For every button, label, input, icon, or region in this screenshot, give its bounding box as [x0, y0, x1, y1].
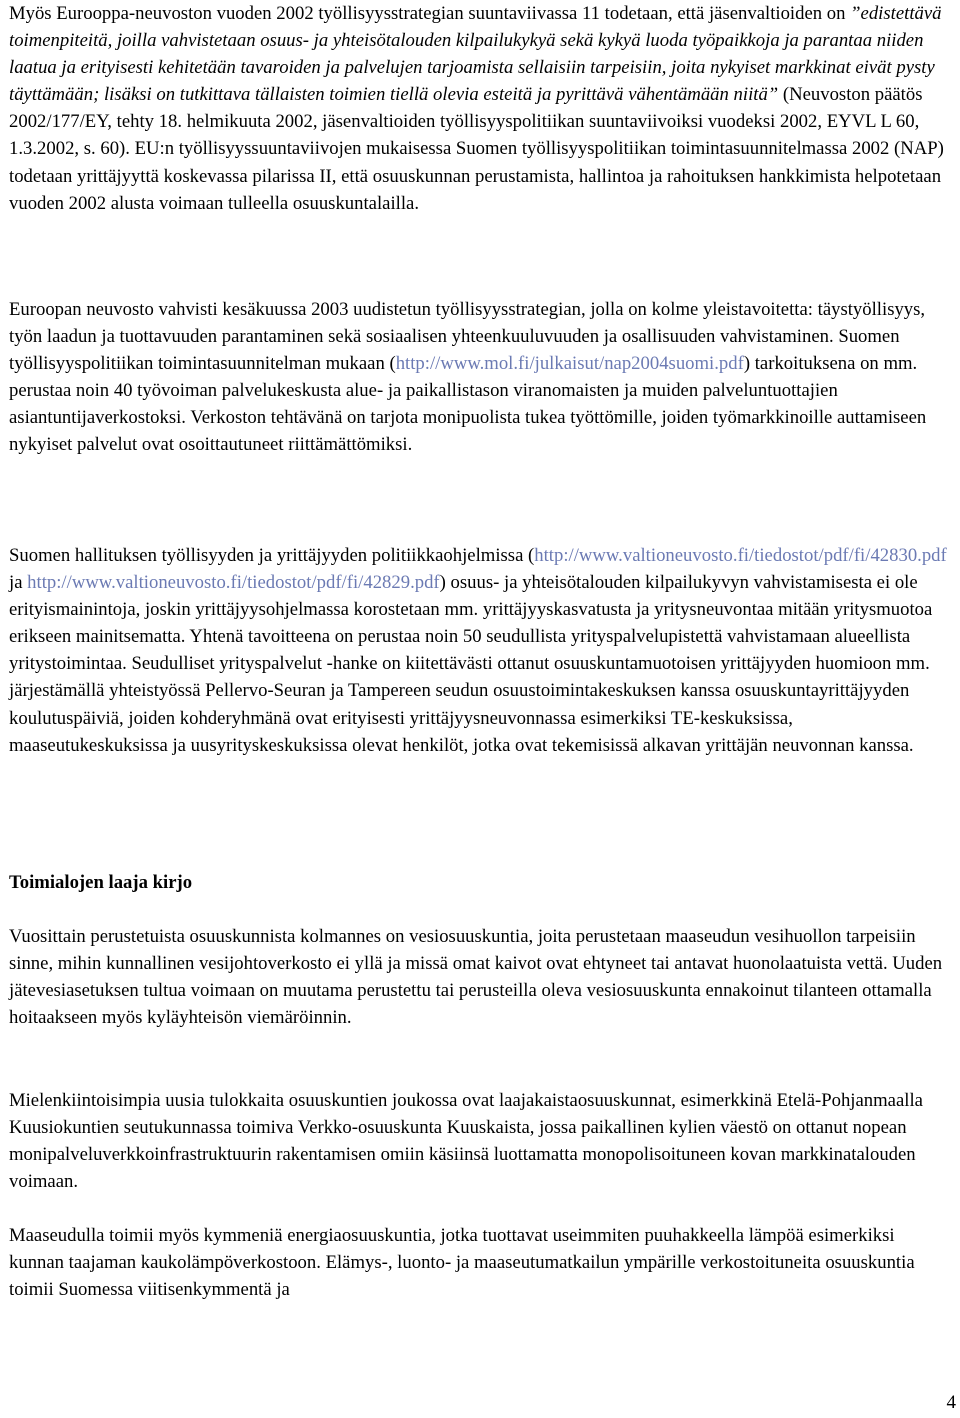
p1-rest: (Neuvoston päätös 2002/177/EY, tehty 18. helmikuuta 2002, jäsenvaltioiden työllisyyspolitiikan suuntaviivoiksi vuodeksi 2002, EYVL L 60, 1.3.2002, s. 60). EU:n työllisyyssuuntaviivojen mukaisessa Suomen työllisyyspolitiikan toimintasuunnitelmassa 2002 (NAP) todetaan yrittäjyyttä koskevassa pilarissa II, että osuuskunnan perustamista, hallintoa ja rahoituksen hankkimista helpotetaan vuoden 2002 alusta voimaan tulleella osuuskuntalailla.: [9, 84, 944, 214]
link-42829[interactable]: http://www.valtioneuvosto.fi/tiedostot/pdf/fi/42829.pdf: [27, 572, 440, 594]
paragraph-energy-cooperatives: Maaseudulla toimii myös kymmeniä energiaosuuskuntia, jotka tuottavat useimmiten puuhakkeella lämpöä esimerkiksi kunnan taajaman kaukolämpöverkostoon. Elämys-, luonto- ja maaseutumatkailun ympärille verkostoituneita osuuskuntia toimii Suomessa viitisenkymmentä ja: [9, 1225, 915, 1301]
p1-quote: ”edistettävä toimenpiteitä, joilla vahvistetaan osuus- ja yhteisötalouden kilpailukykyä sekä kykyä luoda työpaikkoja ja parantaa niiden laatua ja erityisesti kehitetään tavaroiden ja palvelujen tarjoamista sellaisiin tarpeisiin, joita nykyiset markkinat eivät pysty täyttämään; lisäksi on tutkittava tällaisten toimien tiellä olevia esteitä ja pyrittävä vähentämään niitä”: [9, 3, 942, 106]
paragraph-broadband-cooperatives: Mielenkiintoisimpia uusia tulokkaita osuuskuntien joukossa ovat laajakaistaosuuskunnat, esimerkkinä Etelä-Pohjanmaalla Kuusiokuntien seutukunnassa toimiva Verkko-osuuskunta Kuuskaista, jossa paikallinen kylien väestö on ottanut nopean monipalveluverkkoinfrastruktuurin rakentamisen omiin käsiinsä luottamatta monopolisoituneen kovan markkinatalouden voimaan.: [9, 1090, 923, 1193]
p3-middle: ja: [9, 572, 28, 594]
section-heading: Toimialojen laaja kirjo: [9, 872, 193, 893]
link-nap2004[interactable]: http://www.mol.fi/julkaisut/nap2004suomi.pdf: [395, 353, 744, 375]
p3-before: Suomen hallituksen työllisyyden ja yrittäjyyden politiikkaohjelmissa (: [9, 545, 535, 566]
p2-after: ) tarkoituksena on mm. perustaa noin 40 työvoiman palvelukeskusta alue- ja paikallistason viranomaisten ja muiden palveluntuottajien asiantuntijaverkostoksi. Verkoston tehtävänä on tarjota monipuolista tukea työttömille, joiden työmarkkinoille auttamiseen nykyiset palvelut ovat osoittautuneet riittämättömiksi.: [9, 353, 927, 456]
paragraph-government-programmes: [9, 542, 947, 759]
paragraph-european-council-2003: [9, 296, 947, 459]
p1-intro: Myös Eurooppa-neuvoston vuoden 2002 työllisyysstrategian suuntaviivassa 11 todetaan, että jäsenvaltioiden on: [9, 3, 851, 24]
p2-before: Euroopan neuvosto vahvisti kesäkuussa 2003 uudistetun työllisyysstrategian, jolla on kolme yleistavoitetta: täystyöllisyys, työn laadun ja tuottavuuden parantaminen sekä sosiaalisen yhteenkuuluvuuden ja osallisuuden vahvistaminen. Suomen työllisyyspolitiikan toimintasuunnitelman mukaan (: [9, 299, 926, 375]
link-42830[interactable]: http://www.valtioneuvosto.fi/tiedostot/pdf/fi/42830.pdf: [534, 545, 947, 566]
paragraph-employment-guidelines: [9, 0, 947, 217]
p3-after: ) osuus- ja yhteisötalouden kilpailukyvyn vahvistamisesta ei ole erityismainintoja, joskin yrittäjyysohjelmassa korostetaan mm. yrittäjyyskasvatusta ja yritysneuvontaa mitään yritysmuotoa erikseen mainitsematta. Yhtenä tavoitteena on perustaa noin 50 seudullista yrityspalvelupistettä vahvistamaan alueellista yritystoimintaa. Seudulliset yrityspalvelut -hanke on kiitettävästi ottanut osuuskuntamuotoisen yrittäjyyden huomioon mm. järjestämällä yhteistyössä Pellervo-Seuran ja Tampereen seudun osuustoimintakeskuksen kanssa osuuskuntayrittäjyyden koulutuspäiviä, joiden kohderyhmänä ovat erityisesti yrittäjyysneuvonnassa esimerkiksi TE-keskuksissa, maaseutukeskuksissa ja uusyrityskeskuksissa olevat henkilöt, jotka ovat tekemisissä alkavan yrittäjän neuvonnan kanssa.: [9, 572, 933, 756]
paragraph-water-cooperatives: Vuosittain perustetuista osuuskunnista kolmannes on vesiosuuskuntia, joita perustetaan maaseudun vesihuollon tarpeisiin sinne, mihin kunnallinen vesijohtoverkosto ei yllä ja missä omat kaivot ovat ehtyneet tai antavat huonolaatuista vettä. Uuden jätevesiasetuksen tultua voimaan on muutama perustettu tai perusteilla oleva vesiosuuskunta ennakoinut tilanteen ottamalla hoitaakseen myös kyläyhteisön viemäröinnin.: [9, 926, 943, 1029]
page-number: 4: [946, 1392, 956, 1413]
